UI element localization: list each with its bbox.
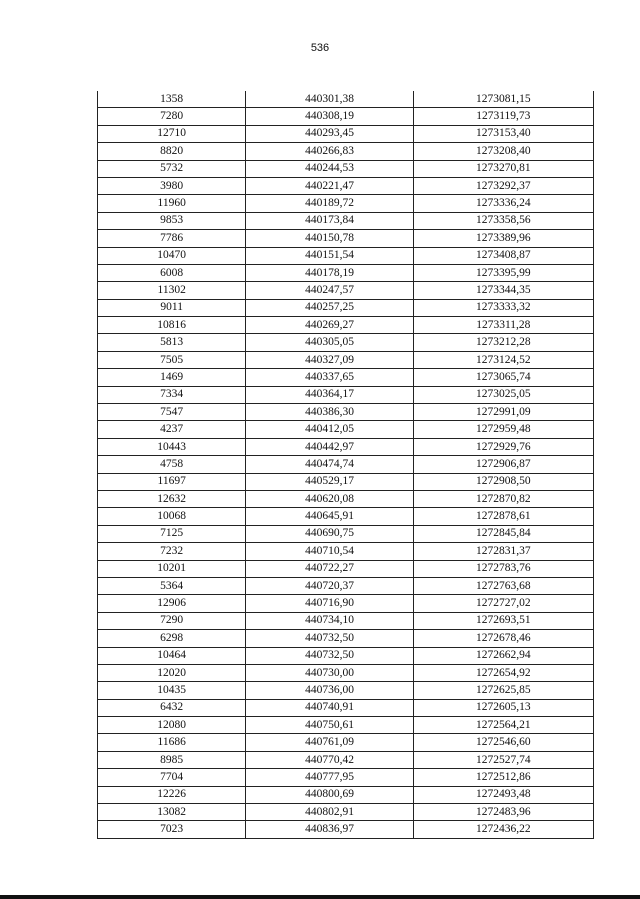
table-row (98, 438, 594, 455)
x-coordinate-cell: 440720,37 (246, 577, 413, 594)
y-coordinate-cell: 1273208,40 (413, 143, 593, 160)
y-coordinate-cell: 1272654,92 (413, 664, 593, 681)
id-cell: 7505 (98, 351, 246, 368)
id-cell: 12080 (98, 717, 246, 734)
id-cell: 3980 (98, 177, 246, 194)
id-cell: 10443 (98, 438, 246, 455)
id-cell: 6008 (98, 264, 246, 281)
x-coordinate-cell: 440386,30 (246, 404, 413, 421)
x-coordinate-cell: 440734,10 (246, 612, 413, 629)
table-row (98, 334, 594, 351)
table-row (98, 91, 594, 108)
x-coordinate-cell: 440305,05 (246, 334, 413, 351)
x-coordinate-cell: 440730,00 (246, 664, 413, 681)
y-coordinate-cell: 1273292,37 (413, 177, 593, 194)
y-coordinate-cell: 1273065,74 (413, 369, 593, 386)
id-cell: 12906 (98, 595, 246, 612)
table-row (98, 717, 594, 734)
table-row (98, 143, 594, 160)
id-cell: 7290 (98, 612, 246, 629)
y-coordinate-cell: 1272564,21 (413, 717, 593, 734)
x-coordinate-cell: 440442,97 (246, 438, 413, 455)
table-row (98, 786, 594, 803)
y-coordinate-cell: 1273408,87 (413, 247, 593, 264)
table-body (98, 91, 594, 838)
y-coordinate-cell: 1272991,09 (413, 404, 593, 421)
scan-border (0, 895, 640, 899)
id-cell: 12020 (98, 664, 246, 681)
x-coordinate-cell: 440736,00 (246, 682, 413, 699)
id-cell: 9853 (98, 212, 246, 229)
table-row (98, 125, 594, 142)
table-row (98, 769, 594, 786)
y-coordinate-cell: 1272845,84 (413, 525, 593, 542)
id-cell: 6298 (98, 630, 246, 647)
y-coordinate-cell: 1272436,22 (413, 821, 593, 838)
id-cell: 5364 (98, 577, 246, 594)
id-cell: 7280 (98, 108, 246, 125)
x-coordinate-cell: 440732,50 (246, 647, 413, 664)
id-cell: 10816 (98, 317, 246, 334)
table-row (98, 682, 594, 699)
table-row (98, 508, 594, 525)
x-coordinate-cell: 440474,74 (246, 456, 413, 473)
x-coordinate-cell: 440716,90 (246, 595, 413, 612)
x-coordinate-cell: 440710,54 (246, 543, 413, 560)
y-coordinate-cell: 1272512,86 (413, 769, 593, 786)
table-row (98, 421, 594, 438)
id-cell: 10068 (98, 508, 246, 525)
id-cell: 5732 (98, 160, 246, 177)
id-cell: 7232 (98, 543, 246, 560)
y-coordinate-cell: 1272908,50 (413, 473, 593, 490)
id-cell: 6432 (98, 699, 246, 716)
table-row (98, 751, 594, 768)
id-cell: 12710 (98, 125, 246, 142)
table-row (98, 264, 594, 281)
x-coordinate-cell: 440802,91 (246, 804, 413, 821)
id-cell: 10435 (98, 682, 246, 699)
table-row (98, 351, 594, 368)
x-coordinate-cell: 440412,05 (246, 421, 413, 438)
table-row (98, 525, 594, 542)
id-cell: 10464 (98, 647, 246, 664)
table-row (98, 160, 594, 177)
table-row (98, 282, 594, 299)
x-coordinate-cell: 440221,47 (246, 177, 413, 194)
x-coordinate-cell: 440364,17 (246, 386, 413, 403)
table-row (98, 734, 594, 751)
y-coordinate-cell: 1273311,28 (413, 317, 593, 334)
id-cell: 11686 (98, 734, 246, 751)
y-coordinate-cell: 1272878,61 (413, 508, 593, 525)
id-cell: 7023 (98, 821, 246, 838)
id-cell: 11302 (98, 282, 246, 299)
x-coordinate-cell: 440269,27 (246, 317, 413, 334)
id-cell: 11960 (98, 195, 246, 212)
id-cell: 10201 (98, 560, 246, 577)
x-coordinate-cell: 440800,69 (246, 786, 413, 803)
y-coordinate-cell: 1273358,56 (413, 212, 593, 229)
table-row (98, 108, 594, 125)
y-coordinate-cell: 1273333,32 (413, 299, 593, 316)
y-coordinate-cell: 1272662,94 (413, 647, 593, 664)
x-coordinate-cell: 440301,38 (246, 91, 413, 108)
x-coordinate-cell: 440293,45 (246, 125, 413, 142)
y-coordinate-cell: 1272906,87 (413, 456, 593, 473)
y-coordinate-cell: 1272783,76 (413, 560, 593, 577)
y-coordinate-cell: 1273395,99 (413, 264, 593, 281)
y-coordinate-cell: 1272493,48 (413, 786, 593, 803)
y-coordinate-cell: 1273344,35 (413, 282, 593, 299)
table-row (98, 821, 594, 838)
table-row (98, 664, 594, 681)
x-coordinate-cell: 440732,50 (246, 630, 413, 647)
y-coordinate-cell: 1272625,85 (413, 682, 593, 699)
table-row (98, 212, 594, 229)
y-coordinate-cell: 1272605,13 (413, 699, 593, 716)
y-coordinate-cell: 1272831,37 (413, 543, 593, 560)
table-row (98, 247, 594, 264)
y-coordinate-cell: 1273212,28 (413, 334, 593, 351)
y-coordinate-cell: 1272870,82 (413, 490, 593, 507)
id-cell: 10470 (98, 247, 246, 264)
table-row (98, 386, 594, 403)
table-row (98, 595, 594, 612)
id-cell: 12226 (98, 786, 246, 803)
x-coordinate-cell: 440645,91 (246, 508, 413, 525)
x-coordinate-cell: 440836,97 (246, 821, 413, 838)
x-coordinate-cell: 440770,42 (246, 751, 413, 768)
table-row (98, 195, 594, 212)
id-cell: 4237 (98, 421, 246, 438)
table-row (98, 804, 594, 821)
id-cell: 1469 (98, 369, 246, 386)
table-row (98, 317, 594, 334)
table-row (98, 404, 594, 421)
x-coordinate-cell: 440620,08 (246, 490, 413, 507)
table-row (98, 630, 594, 647)
table-row (98, 560, 594, 577)
x-coordinate-cell: 440173,84 (246, 212, 413, 229)
x-coordinate-cell: 440761,09 (246, 734, 413, 751)
x-coordinate-cell: 440750,61 (246, 717, 413, 734)
y-coordinate-cell: 1272763,68 (413, 577, 593, 594)
x-coordinate-cell: 440266,83 (246, 143, 413, 160)
y-coordinate-cell: 1272727,02 (413, 595, 593, 612)
id-cell: 11697 (98, 473, 246, 490)
table-row (98, 612, 594, 629)
x-coordinate-cell: 440178,19 (246, 264, 413, 281)
table-row (98, 230, 594, 247)
id-cell: 7704 (98, 769, 246, 786)
table-row (98, 647, 594, 664)
table-row (98, 577, 594, 594)
x-coordinate-cell: 440337,65 (246, 369, 413, 386)
id-cell: 12632 (98, 490, 246, 507)
x-coordinate-cell: 440529,17 (246, 473, 413, 490)
table-row (98, 299, 594, 316)
id-cell: 7547 (98, 404, 246, 421)
y-coordinate-cell: 1272678,46 (413, 630, 593, 647)
id-cell: 8985 (98, 751, 246, 768)
x-coordinate-cell: 440150,78 (246, 230, 413, 247)
table-row (98, 177, 594, 194)
table-row (98, 456, 594, 473)
y-coordinate-cell: 1272546,60 (413, 734, 593, 751)
id-cell: 13082 (98, 804, 246, 821)
y-coordinate-cell: 1273081,15 (413, 91, 593, 108)
x-coordinate-cell: 440247,57 (246, 282, 413, 299)
x-coordinate-cell: 440151,54 (246, 247, 413, 264)
id-cell: 8820 (98, 143, 246, 160)
y-coordinate-cell: 1273119,73 (413, 108, 593, 125)
coordinates-table (97, 91, 594, 839)
id-cell: 7334 (98, 386, 246, 403)
y-coordinate-cell: 1273270,81 (413, 160, 593, 177)
y-coordinate-cell: 1272693,51 (413, 612, 593, 629)
id-cell: 5813 (98, 334, 246, 351)
table-row (98, 369, 594, 386)
table-row (98, 490, 594, 507)
table-row (98, 543, 594, 560)
id-cell: 7786 (98, 230, 246, 247)
y-coordinate-cell: 1273153,40 (413, 125, 593, 142)
x-coordinate-cell: 440257,25 (246, 299, 413, 316)
x-coordinate-cell: 440777,95 (246, 769, 413, 786)
y-coordinate-cell: 1273124,52 (413, 351, 593, 368)
id-cell: 9011 (98, 299, 246, 316)
id-cell: 4758 (98, 456, 246, 473)
y-coordinate-cell: 1272527,74 (413, 751, 593, 768)
y-coordinate-cell: 1273336,24 (413, 195, 593, 212)
x-coordinate-cell: 440690,75 (246, 525, 413, 542)
id-cell: 7125 (98, 525, 246, 542)
x-coordinate-cell: 440327,09 (246, 351, 413, 368)
table-row (98, 473, 594, 490)
x-coordinate-cell: 440722,27 (246, 560, 413, 577)
y-coordinate-cell: 1272959,48 (413, 421, 593, 438)
page-number: 536 (310, 42, 330, 54)
y-coordinate-cell: 1273389,96 (413, 230, 593, 247)
y-coordinate-cell: 1273025,05 (413, 386, 593, 403)
y-coordinate-cell: 1272929,76 (413, 438, 593, 455)
table-row (98, 699, 594, 716)
x-coordinate-cell: 440244,53 (246, 160, 413, 177)
y-coordinate-cell: 1272483,96 (413, 804, 593, 821)
x-coordinate-cell: 440308,19 (246, 108, 413, 125)
x-coordinate-cell: 440740,91 (246, 699, 413, 716)
id-cell: 1358 (98, 91, 246, 108)
x-coordinate-cell: 440189,72 (246, 195, 413, 212)
